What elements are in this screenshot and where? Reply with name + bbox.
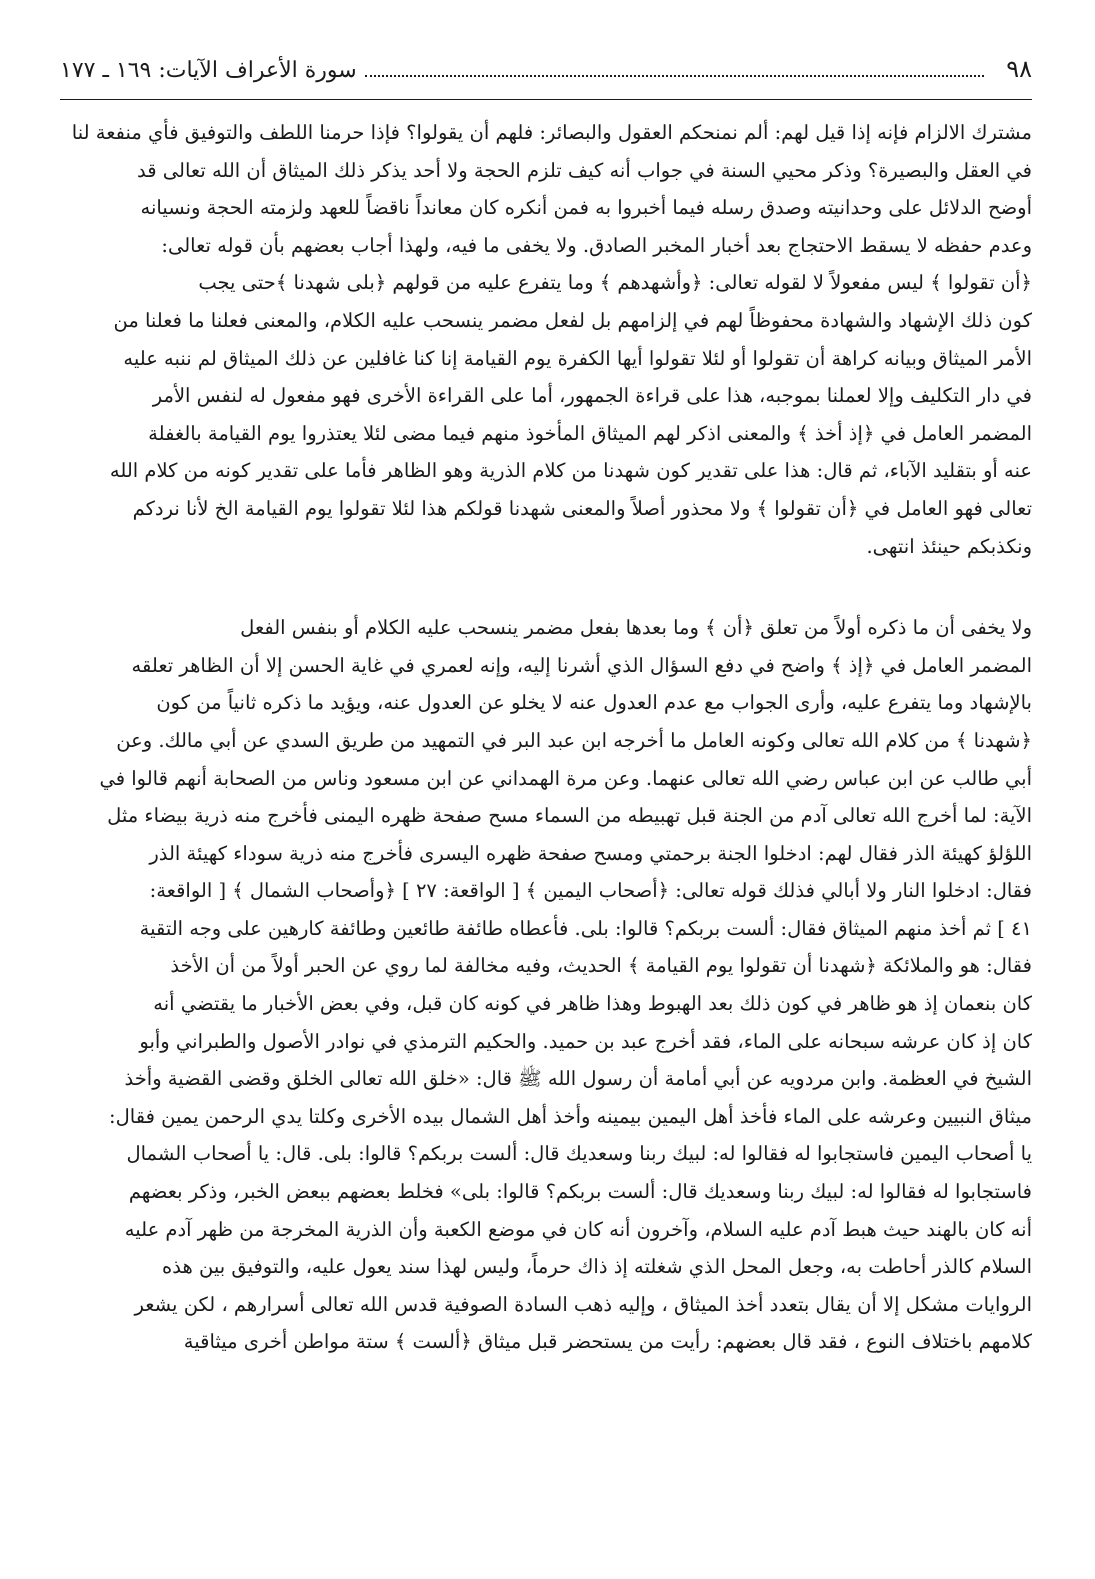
text-line: أبي طالب عن ابن عباس رضي الله تعالى عنهما. وعن مرة الهمداني عن ابن مسعود وناس من الصحابة أنهم قالوا في [99, 766, 1032, 790]
text-line: المضمر العامل في ﴿إذ أخذ ﴾ والمعنى اذكر لهم الميثاق المأخوذ منهم فيما مضى لئلا يعتذروا يوم القيامة بالغفلة [148, 421, 1032, 445]
text-line: فاستجابوا له فقالوا له: لبيك ربنا وسعديك قال: ألست بربكم؟ قالوا: بلى» فخلط بعضهم ببعض الخبر، وذكر بعضهم [128, 1180, 1032, 1204]
text-line: في العقل والبصيرة؟ وذكر محيي السنة في جواب أنه كيف تلزم الحجة ولا أحد يذكر ذلك الميثاق أن الله تعالى قد [137, 158, 1032, 182]
text-line: يا أصحاب اليمين فاستجابوا له فقالوا له: لبيك ربنا وسعديك قال: ألست بربكم؟ قالوا: بلى. قال: يا أصحاب الشمال [126, 1142, 1032, 1166]
text-line: مشترك الالزام فإنه إذا قيل لهم: ألم نمنحكم العقول والبصائر: فلهم أن يقولوا؟ فإذا حرمنا اللطف والتوفيق فأي منفعة لنا [71, 121, 1032, 144]
text-line: وعدم حفظه لا يسقط الاحتجاج بعد أخبار المخبر الصادق. ولا يخفى ما فيه، ولهذا أجاب بعضهم بأن قوله تعالى: [161, 233, 1032, 257]
text-line: في دار التكليف وإلا لعملنا بموجبه، هذا على قراءة الجمهور، أما على القراءة الأخرى فهو مفعول له لنفس الأمر [152, 384, 1032, 408]
text-line: كان بنعمان إذ هو ظاهر في كون ذلك بعد الهبوط وهذا ظاهر في كونه كان قبل، وفي بعض الأخبار ما يقتضي أنه [153, 992, 1032, 1016]
text-line: كلامهم باختلاف النوع ، فقد قال بعضهم: رأيت من يستحضر قبل ميثاق ﴿ألست ﴾ ستة مواطن أخرى ميثاقية [183, 1330, 1032, 1354]
running-header [60, 55, 1032, 100]
text-line: الآية: لما أخرج الله تعالى آدم من الجنة قبل تهبيطه من السماء مسح صفحة ظهره اليمنى فأخرج منه ذرية بيضاء مثل [107, 804, 1032, 828]
text-line: ﴿شهدنا ﴾ من كلام الله تعالى وكونه العامل ما أخرجه ابن عبد البر في التمهيد من طريق السدي عن أبي مالك. وعن [116, 728, 1032, 752]
page-number: ٩٨ [1006, 55, 1032, 83]
text-line: أنه كان بالهند حيث هبط آدم عليه السلام، وآخرون أنه كان في موضع الكعبة وأن الذرية المخرجة من ظهر آدم عليه [124, 1217, 1032, 1241]
text-line: فقال: هو والملائكة ﴿شهدنا أن تقولوا يوم القيامة ﴾ الحديث، وفيه مخالفة لما روي عن الحبر أولاً من أن الأخذ [170, 954, 1032, 978]
text-line: الأمر الميثاق وبيانه كراهة أن تقولوا أو لئلا تقولوا أيها الكفرة يوم القيامة إنا كنا غافلين عن ذلك الميثاق لم ننبه عليه [123, 346, 1032, 370]
text-line: عنه أو بتقليد الآباء، ثم قال: هذا على تقدير كون شهدنا من كلام الذرية وهو الظاهر فأما على تقدير كونه من كلام الله [109, 459, 1032, 483]
text-line: كان إذ كان عرشه سبحانه على الماء، فقد أخرج عبد بن حميد. والحكيم الترمذي في نوادر الأصول والطبراني وأبو [139, 1029, 1032, 1053]
surah-title: سورة الأعراف الآيات: ١٦٩ ـ ١٧٧ [60, 58, 357, 83]
book-page [60, 55, 1032, 1361]
text-line: ميثاق النبيين وعرشه على الماء فأخذ أهل اليمين بيمينه وأخذ أهل الشمال بيده الأخرى وكلتا يدي الرحمن يمين فقال: [109, 1104, 1032, 1128]
text-line: ونكذبكم حينئذ انتهى. [866, 534, 1032, 558]
paragraph [60, 114, 1032, 565]
text-line: ﴿أن تقولوا ﴾ ليس مفعولاً لا لقوله تعالى: ﴿وأشهدهم ﴾ وما يتفرع عليه من قولهم ﴿بلى شهدنا ﴾حتى يجب [198, 271, 1032, 295]
paragraph [60, 609, 1032, 1361]
text-line: فقال: ادخلوا النار ولا أبالي فذلك قوله تعالى: ﴿أصحاب اليمين ﴾ [ الواقعة: ٢٧ ] ﴿وأصحاب الشمال ﴾ [ الواقعة: [149, 879, 1032, 903]
header-dot-leader [365, 61, 984, 77]
text-line: الشيخ في العظمة. وابن مردويه عن أبي أمامة أن رسول الله ﷺ قال: «خلق الله تعالى الخلق وقضى القضية وأخذ [124, 1067, 1032, 1091]
text-line: ٤١ ] ثم أخذ منهم الميثاق فقال: ألست بربكم؟ قالوا: بلى. فأعطاه طائفة طائعين وطائفة كارهين على وجه التقية [139, 916, 1032, 940]
text-line: اللؤلؤ كهيئة الذر فقال لهم: ادخلوا الجنة برحمتي ومسح صفحة ظهره اليسرى فأخرج منه ذرية سوداء كهيئة الذر [149, 841, 1032, 865]
text-line: بالإشهاد وما يتفرع عليه، وأرى الجواب مع عدم العدول عنه لا يخلو عن العدول عنه، ويؤيد ما ذكره ثانياً من كون [156, 691, 1032, 715]
text-line: كون ذلك الإشهاد والشهادة محفوظاً لهم في إلزامهم بل لفعل مضمر ينسحب عليه الكلام، والمعنى فعلنا ما فعلنا من [113, 308, 1032, 332]
text-line: المضمر العامل في ﴿إذ ﴾ واضح في دفع السؤال الذي أشرنا إليه، وإنه لعمري في غاية الحسن إلا أن الظاهر تعلقه [131, 653, 1032, 677]
text-line: ولا يخفى أن ما ذكره أولاً من تعلق ﴿أن ﴾ وما بعدها بفعل مضمر ينسحب عليه الكلام أو بنفس الفعل [240, 616, 1032, 640]
body-text [60, 114, 1032, 1361]
text-line: أوضح الدلائل على وحدانيته وصدق رسله فيما أخبروا به فمن أنكره كان معانداً ناقضاً للعهد ولزمته الحجة ونسيانه [140, 196, 1032, 220]
text-line: الروايات مشكل إلا أن يقال بتعدد أخذ الميثاق ، وإليه ذهب السادة الصوفية قدس الله تعالى أسرارهم ، لكن يشعر [134, 1292, 1032, 1316]
text-line: السلام كالذر أحاطت به، وجعل المحل الذي شغلته إذ ذاك حرماً، وليس لهذا سند يعول عليه، والتوفيق بين هذه [162, 1255, 1032, 1279]
text-line: تعالى فهو العامل في ﴿أن تقولوا ﴾ ولا محذور أصلاً والمعنى شهدنا قولكم هذا لئلا تقولوا يوم القيامة الخ لأنا نردكم [132, 496, 1032, 520]
